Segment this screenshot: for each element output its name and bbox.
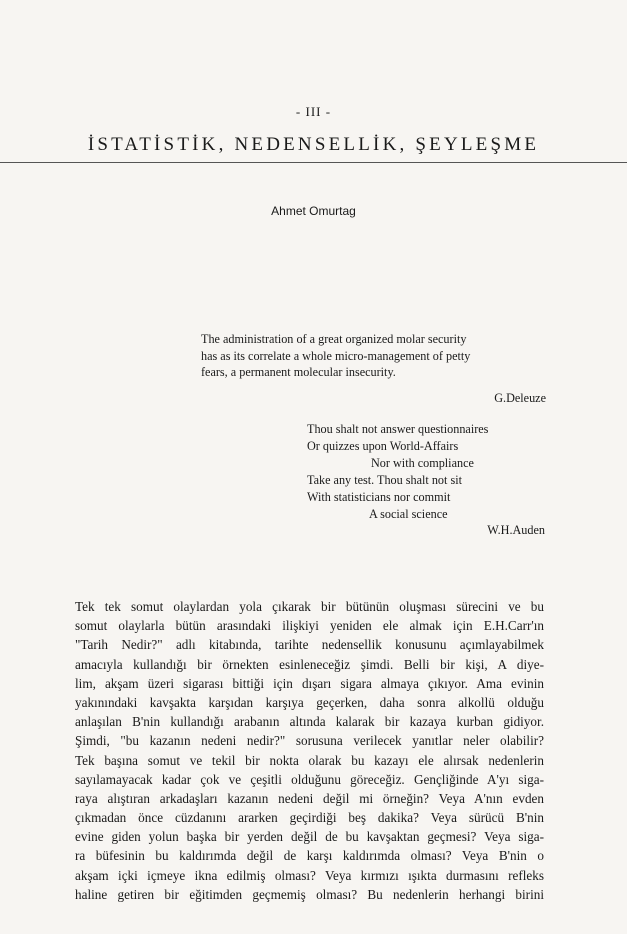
page-number: - III - [295,104,332,119]
body-line: yakınındaki kavşakta karşıdan karşıya geçerken, daha sonra alkollü olduğu [75,694,544,710]
body-line: Tek başına somut ve tekil bir nokta olarak bu kazayı ele alırsak nedenlerin [75,752,544,768]
body-line: çıkmadan önce cüzdanını ararken geçirdiği beş dakika? Veya sürücü B'nin [75,810,544,826]
poem-line: Nor with compliance [371,456,474,470]
title-divider [0,162,627,163]
body-line: akşam içki içmeye ikna edilmiş olması? Veya kırmızı ışıkta durmasını refleks [75,867,544,883]
body-line: amacıyla kullandığı bir örnekten esinleneceğiz şimdi. Belli bir kişi, A diye- [75,656,544,672]
epigraph-line: The administration of a great organized molar security [201,332,467,346]
body-line: raya alıştıran arkadaşları kazanın nedeni değil mi örneğin? Veya A'nın evden [75,790,544,806]
poem-line: Thou shalt not answer questionnaires [307,422,489,436]
body-line: haline getiren bir eğitimden geçmemiş olması? Bu nedenlerin herhangi birini [75,886,544,902]
body-line: "Tarih Nedir?" adlı kitabında, tarihte nedensellik konusunu açımlayabilmek [75,637,544,653]
poem-line: Or quizzes upon World-Affairs [307,439,459,453]
epigraph-deleuze [201,331,546,406]
epigraph-attribution: W.H.Auden [487,523,545,537]
body-line: anlaşılan B'nin kullandığı arabanın altında kalarak bir kazaya kurban gidiyor. [75,714,544,730]
body-line: sayılamayacak kadar çok ve çeşitli olduğunu göreceğiz. Gençliğinde A'yı siga- [75,771,544,787]
poem-line: Take any test. Thou shalt not sit [307,473,462,487]
poem-line: With statisticians nor commit [307,490,451,504]
body-line: somut olaylarla bütün arasındaki ilişkiyi yeniden ele almak için E.H.Carr'ın [75,618,544,634]
poem-line: A social science [369,507,448,521]
chapter-title: İSTATİSTİK, NEDENSELLİK, ŞEYLEŞME [87,134,540,155]
body-line: Şimdi, "bu kazanın nedeni nedir?" sorusuna verilecek yanıtlar neler olabilir? [75,733,544,749]
body-line: lim, akşam üzeri sigarası bittiği için dışarı sigara almaya çıkıyor. Ama evinin [75,675,544,691]
body-line: ra büfesinin bu kaldırımda değil de karşı kaldırımda olması? Veya B'nin o [75,848,544,864]
body-line: evine giden yolun başka bir yerden değil de bu kavşaktan geçmesi? Veya siga- [75,829,544,845]
epigraph-line: fears, a permanent molecular insecurity. [201,365,396,379]
body-line: Tek tek somut olaylardan yola çıkarak bir bütünün oluşması sürecini ve bu [75,599,544,614]
epigraph-auden-poem [307,421,545,539]
epigraph-attribution: G.Deleuze [494,390,546,405]
body-paragraph [75,597,544,904]
author-name: Ahmet Omurtag [271,204,356,218]
epigraph-line: has as its correlate a whole micro-management of petty [201,348,471,363]
